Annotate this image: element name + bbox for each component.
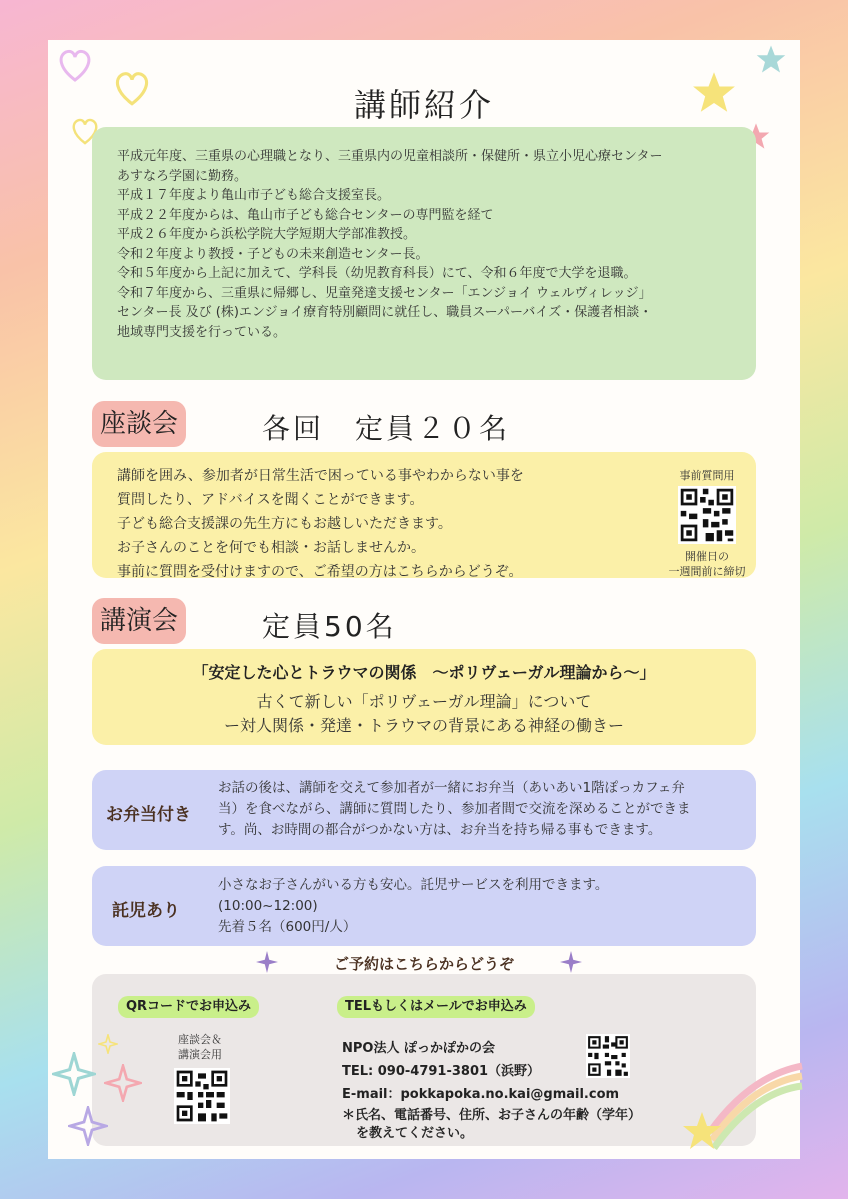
childcare-line: (10:00~12:00) — [218, 898, 318, 914]
instructor-bio — [117, 147, 662, 342]
org-name: NPO法人 ぽっかぽかの会 — [342, 1041, 495, 1056]
bento-title: お弁当付き — [106, 805, 191, 825]
bio-line: センター長 及び (株)エンジョイ療育特別顧問に就任し、職員スーパーバイズ・保護者相談・ — [117, 305, 653, 320]
bio-line: 令和７年度から、三重県に帰郷し、児童発達支援センター「エンジョイ ウェルヴィレッジ」 — [117, 285, 652, 301]
sparkle-icon — [560, 951, 582, 973]
bio-line: 令和５年度から上記に加えて、学科長（幼児教育科長）にて、令和６年度で大学を退職。 — [117, 266, 637, 281]
email-address[interactable]: E-mail：pokkapoka.no.kai@gmail.com — [342, 1087, 620, 1102]
lecture-tag: 講演会 — [92, 598, 186, 644]
bio-line: あすなろ学園に勤務。 — [117, 168, 248, 184]
sparkle-icon — [98, 1034, 118, 1054]
bio-line: 地域専門支援を行っている。 — [117, 324, 287, 340]
deadline-line: 開催日の — [685, 550, 729, 563]
bento-line: 当）を食べながら、講師に質問したり、参加者間で交流を深めることができま — [218, 801, 691, 817]
zadankai-line: 事前に質問を受付けますので、ご希望の方はこちらからどうぞ。 — [117, 564, 523, 580]
note-line: を教えてください。 — [356, 1126, 474, 1141]
question-qr-label: 事前質問用 — [679, 469, 735, 482]
lecture-subtitle — [92, 690, 756, 738]
bento-description — [218, 778, 691, 841]
sparkle-icon — [68, 1106, 108, 1146]
bio-line: 平成１７年度より亀山市子ども総合支援室長。 — [117, 188, 391, 203]
question-qr-deadline — [660, 549, 754, 579]
deadline-line: 一週間前に締切 — [668, 565, 746, 578]
apply-qr-code[interactable] — [174, 1068, 230, 1124]
lecture-title: 「安定した心とトラウマの関係 ～ポリヴェーガル理論から～」 — [192, 663, 656, 682]
bio-line: 平成２６年度から浜松学院大学短期大学部准教授。 — [117, 227, 417, 242]
star-icon — [756, 44, 786, 74]
lecture-capacity: 定員50名 — [262, 610, 397, 643]
bento-line: お話の後は、講師を交えて参加者が一緒にお弁当（あいあい1階ぽっカフェ弁 — [218, 780, 685, 796]
rainbow-icon — [680, 1046, 804, 1150]
bento-line: す。尚、お時間の都合がつかない方は、お弁当を持ち帰る事もできます。 — [218, 822, 662, 838]
childcare-title: 託児あり — [112, 901, 180, 921]
bio-line: 平成元年度、三重県の心理職となり、三重県内の児童相談所・保健所・県立小児心療センター — [117, 149, 663, 164]
qr-apply-pill: QRコードでお申込み — [118, 996, 259, 1018]
reserve-heading: ご予約はこちらからどうぞ — [333, 955, 514, 973]
bio-line: 平成２２年度からは、亀山市子ども総合センターの専門監を経て — [117, 207, 494, 223]
zadankai-line: 質問したり、アドバイスを聞くことができます。 — [117, 492, 424, 508]
childcare-line: 先着５名（600円/人） — [218, 919, 357, 935]
sparkle-icon — [52, 1052, 96, 1096]
zadankai-tag: 座談会 — [92, 401, 186, 447]
tel-number[interactable]: TEL: 090-4791-3801（浜野） — [342, 1064, 541, 1079]
note-line: ＊氏名、電話番号、住所、お子さんの年齢（学年） — [342, 1108, 642, 1123]
sparkle-icon — [104, 1064, 142, 1102]
page-title: 講師紹介 — [353, 86, 494, 124]
zadankai-line: お子さんのことを何でも相談・お話しませんか。 — [117, 540, 425, 556]
qr-label-line: 座談会＆ — [178, 1033, 222, 1046]
zadankai-description — [117, 464, 524, 584]
childcare-line: 小さなお子さんがいる方も安心。託児サービスを利用できます。 — [218, 877, 609, 893]
zadankai-line: 子ども総合支援課の先生方にもお越しいただきます。 — [117, 516, 452, 532]
zadankai-capacity: 各回 定員２０名 — [262, 412, 511, 445]
bio-line: 令和２年度より教授・子どもの未来創造センター長。 — [117, 246, 429, 262]
apply-qr-label — [160, 1032, 240, 1062]
lecture-sub-line: ー対人関係・発達・トラウマの背景にある神経の働きー — [223, 716, 624, 735]
zadankai-line: 講師を囲み、参加者が日常生活で困っている事やわからない事を — [117, 468, 524, 484]
tel-mail-apply-pill: TELもしくはメールでお申込み — [337, 996, 535, 1018]
contact-qr-code[interactable] — [586, 1034, 630, 1078]
qr-label-line: 講演会用 — [178, 1048, 222, 1061]
lecture-sub-line: 古くて新しい「ポリヴェーガル理論」について — [256, 692, 592, 711]
childcare-description — [218, 875, 608, 938]
question-qr-code[interactable] — [678, 486, 736, 544]
